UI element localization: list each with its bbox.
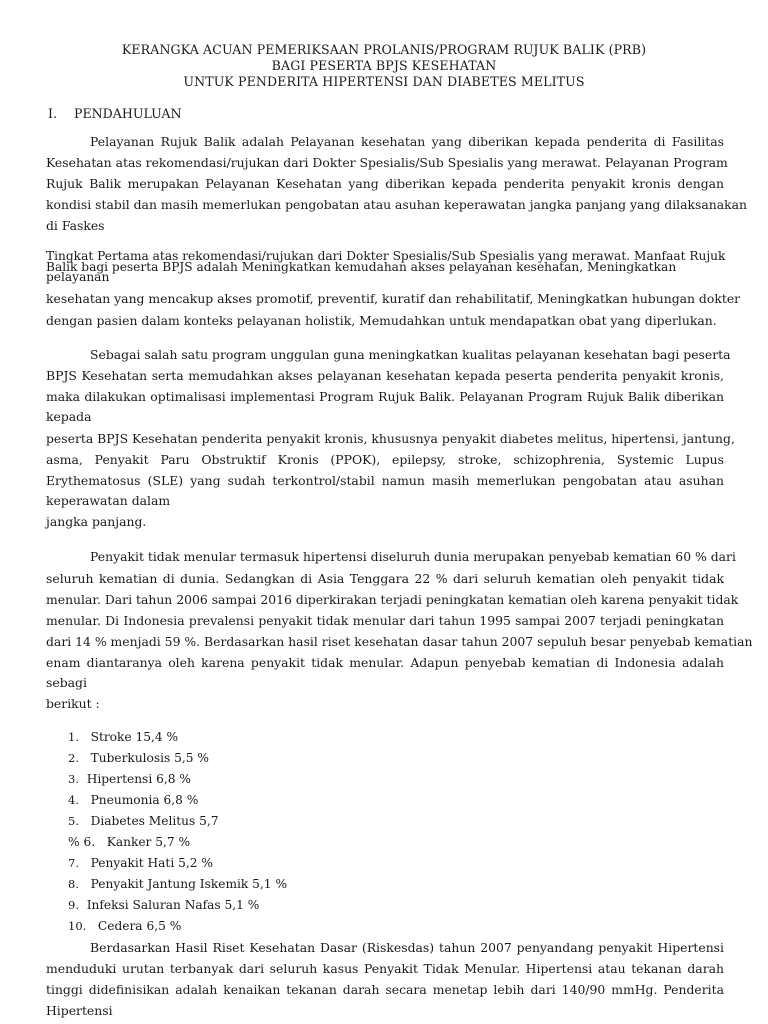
paragraph-1-line: di Faskes <box>46 218 105 233</box>
paragraph-5-line: Hipertensi <box>46 1003 113 1018</box>
list-item-number: 7. <box>68 856 79 870</box>
section-number: I. <box>48 106 57 121</box>
list-item-number: 3. <box>68 772 79 786</box>
paragraph-3-line: kepada <box>46 409 92 424</box>
list-item <box>68 877 287 891</box>
paragraph-4-line: sebagi <box>46 675 87 690</box>
list-item <box>68 919 181 933</box>
paragraph-3-line: maka dilakukan optimalisasi implementasi Program Rujuk Balik. Pelayanan Program Rujuk Balik diberikan <box>46 389 724 404</box>
paragraph-1-line: kondisi stabil dan masih memerlukan pengobatan atau asuhan keperawatan jangka panjang yang dilaksanakan <box>46 197 748 212</box>
paragraph-1-line: Rujuk Balik merupakan Pelayanan Kesehatan yang diberikan kepada penderita penyakit kronis dengan <box>46 176 724 191</box>
paragraph-4-line: Penyakit tidak menular termasuk hipertensi diseluruh dunia merupakan penyebab kematian 60 % dari <box>90 549 736 564</box>
paragraph-4-line: menular. Di Indonesia prevalensi penyakit tidak menular dari tahun 1995 sampai 2007 terjadi peningkatan <box>46 613 724 628</box>
paragraph-2-line: Balik bagi peserta BPJS adalah Meningkatkan kemudahan akses pelayanan kesehatan, Meningkatkan <box>46 260 677 274</box>
paragraph-5-line: tinggi didefinisikan adalah kenaikan tekanan darah secara menetap lebih dari 140/90 mmHg. Penderita <box>46 982 724 997</box>
list-item-text: Penyakit Jantung Iskemik 5,1 % <box>90 877 288 891</box>
document-title-line-1: KERANGKA ACUAN PEMERIKSAAN PROLANIS/PROGRAM RUJUK BALIK (PRB) <box>121 42 647 57</box>
list-item-text: Stroke 15,4 % <box>90 730 179 744</box>
paragraph-1-line: Pelayanan Rujuk Balik adalah Pelayanan kesehatan yang diberikan kepada penderita di Fasilitas <box>90 134 724 149</box>
list-item-text: Penyakit Hati 5,2 % <box>90 856 213 870</box>
paragraph-2-line: dengan pasien dalam konteks pelayanan holistik, Memudahkan untuk mendapatkan obat yang diperlukan. <box>46 313 717 328</box>
list-item-text: Cedera 6,5 % <box>97 919 182 933</box>
list-item-text: Infeksi Saluran Nafas 5,1 % <box>86 898 260 912</box>
list-item <box>68 814 219 828</box>
list-item <box>68 772 191 786</box>
paragraph-4-line: enam diantaranya oleh karena penyakit tidak menular. Adapun penyebab kematian di Indonesia adalah <box>46 655 724 670</box>
list-item <box>68 793 198 807</box>
list-item-number: 5. <box>68 814 79 828</box>
list-item-number: 9. <box>68 898 79 912</box>
list-item-number: 2. <box>68 751 79 765</box>
paragraph-3-line: asma, Penyakit Paru Obstruktif Kronis (PPOK), epilepsy, stroke, schizophrenia, Systemic Lupus <box>46 452 724 467</box>
list-item <box>68 835 190 849</box>
list-item-number: % 6. <box>68 835 96 849</box>
paragraph-4-line: menular. Dari tahun 2006 sampai 2016 diperkirakan terjadi peningkatan kematian oleh karena penyakit tidak <box>46 592 739 607</box>
list-item-text: Tuberkulosis 5,5 % <box>90 751 210 765</box>
list-item <box>68 898 259 912</box>
paragraph-2-line: Tingkat Pertama atas rekomendasi/rujukan dari Dokter Spesialis/Sub Spesialis yang merawat. Manfaat Rujuk <box>46 249 726 263</box>
document-title-line-3: UNTUK PENDERITA HIPERTENSI DAN DIABETES MELITUS <box>183 74 585 89</box>
paragraph-4-line: dari 14 % menjadi 59 %. Berdasarkan hasil riset kesehatan dasar tahun 2007 sepuluh besar penyebab kematian <box>46 634 753 649</box>
list-item-text: Diabetes Melitus 5,7 <box>90 814 219 828</box>
list-item-text: Kanker 5,7 % <box>106 835 191 849</box>
list-item-text: Pneumonia 6,8 % <box>90 793 199 807</box>
list-item-text: Hipertensi 6,8 % <box>86 772 191 786</box>
list-item <box>68 751 209 765</box>
list-item-number: 1. <box>68 730 79 744</box>
paragraph-3-line: jangka panjang. <box>46 514 147 529</box>
paragraph-3-line: Erythematosus (SLE) yang sudah terkontrol/stabil namun masih memerlukan pengobatan atau asuhan <box>46 473 724 488</box>
section-title: PENDAHULUAN <box>74 106 182 121</box>
list-item-number: 10. <box>68 919 87 933</box>
document-title-line-2: BAGI PESERTA BPJS KESEHATAN <box>271 58 497 73</box>
paragraph-3-line: Sebagai salah satu program unggulan guna meningkatkan kualitas pelayanan kesehatan bagi peserta <box>90 347 731 362</box>
paragraph-4-line: berikut : <box>46 696 100 711</box>
paragraph-1-line: Kesehatan atas rekomendasi/rujukan dari Dokter Spesialis/Sub Spesialis yang merawat. Pelayanan Program <box>46 155 728 170</box>
paragraph-2-line: pelayanan <box>46 270 110 284</box>
paragraph-5-line: Berdasarkan Hasil Riset Kesehatan Dasar (Riskesdas) tahun 2007 penyandang penyakit Hipertensi <box>90 940 724 955</box>
paragraph-3-line: peserta BPJS Kesehatan penderita penyakit kronis, khususnya penyakit diabetes melitus, hipertensi, jantung, <box>46 431 735 446</box>
paragraph-5-line: menduduki urutan terbanyak dari seluruh kasus Penyakit Tidak Menular. Hipertensi atau tekanan darah <box>46 961 724 976</box>
paragraph-4-line: seluruh kematian di dunia. Sedangkan di Asia Tenggara 22 % dari seluruh kematian oleh penyakit tidak <box>46 571 724 586</box>
list-item-number: 4. <box>68 793 79 807</box>
list-item-number: 8. <box>68 877 79 891</box>
paragraph-3-line: BPJS Kesehatan serta memudahkan akses pelayanan kesehatan kepada peserta penderita penyakit kronis, <box>46 368 724 383</box>
list-item <box>68 730 178 744</box>
paragraph-2-line: kesehatan yang mencakup akses promotif, preventif, kuratif dan rehabilitatif, Meningkatkan hubungan dokter <box>46 291 741 306</box>
paragraph-3-line: keperawatan dalam <box>46 493 171 508</box>
list-item <box>68 856 213 870</box>
section-heading <box>48 106 182 121</box>
